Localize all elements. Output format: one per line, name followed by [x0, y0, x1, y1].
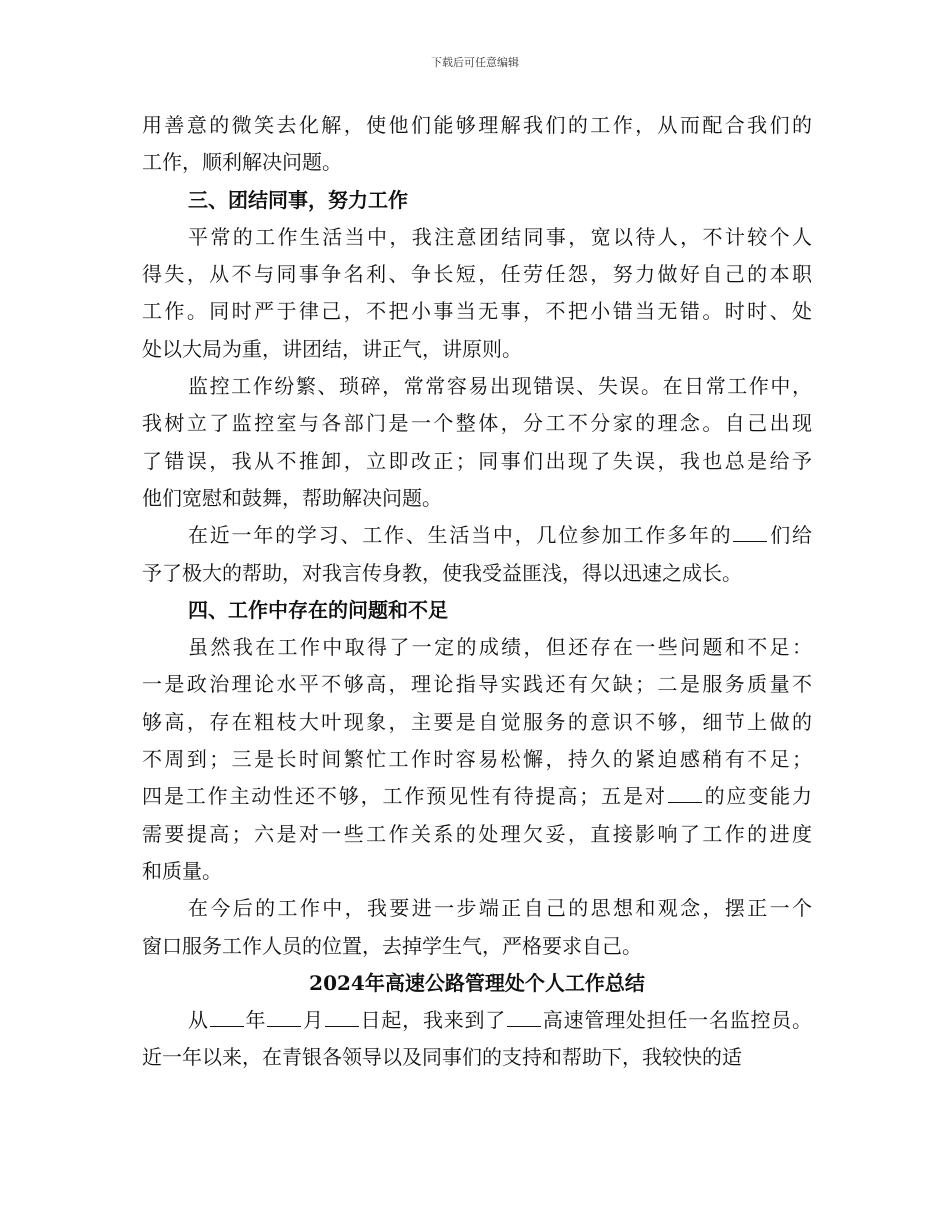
document-title — [142, 965, 812, 1002]
text-line — [142, 256, 812, 293]
text-run: 用善意的微笑去化解，使他们能够理解我们的工作，从而配合我们的 — [142, 113, 812, 137]
text-line — [142, 368, 812, 405]
text-run: 需要提高；六是对一些工作关系的处理欠妥，直接影响了工作的进度 — [142, 821, 812, 846]
text-run: 们给 — [768, 523, 813, 548]
text-line — [142, 1002, 812, 1039]
text-line — [142, 1039, 812, 1076]
text-line — [142, 778, 812, 815]
text-line — [142, 293, 812, 330]
text-run: 工作，顺利解决问题。 — [142, 150, 342, 175]
text-run: 他们宽慰和鼓舞，帮助解决问题。 — [142, 485, 442, 510]
text-line — [142, 517, 812, 554]
text-run: 不周到；三是长时间繁忙工作时容易松懈，持久的紧迫感稍有不足； — [142, 747, 812, 772]
text-line — [142, 853, 812, 890]
text-line — [142, 144, 812, 181]
text-run: 在近一年的学习、工作、生活当中，几位参加工作多年的 — [188, 523, 733, 548]
text-run: 予了极大的帮助，对我言传身教，使我受益匪浅，得以迅速之成长。 — [142, 560, 742, 585]
text-line — [142, 555, 812, 592]
text-run: 四是工作主动性还不够，工作预见性有待提高；五是对 — [142, 784, 667, 809]
document-body — [142, 107, 812, 1077]
text-run: 高速管理处担任一名监控员。 — [542, 1008, 813, 1033]
text-line — [142, 219, 812, 256]
fill-in-blank — [733, 525, 767, 542]
text-run: 我树立了监控室与各部门是一个整体，分工不分家的理念。自己出现 — [142, 411, 812, 436]
text-run: 监控工作纷繁、琐碎，常常容易出现错误、失误。在日常工作中， — [188, 374, 812, 399]
text-run: 一是政治理论水平不够高，理论指导实践还有欠缺；二是服务质量不 — [142, 672, 812, 697]
text-run: 从 — [188, 1008, 209, 1033]
text-run: 够高，存在粗枝大叶现象，主要是自觉服务的意识不够，细节上做的 — [142, 709, 812, 734]
text-run: 的应变能力 — [702, 784, 813, 809]
text-run: 四、工作中存在的问题和不足 — [188, 597, 448, 622]
text-line — [142, 405, 812, 442]
text-line — [142, 816, 812, 853]
text-run: 近一年以来，在青银各领导以及同事们的支持和帮助下，我较快的适 — [142, 1045, 742, 1070]
text-run: 得失，从不与同事争名利、争长短，任劳任怨，努力做好自己的本职 — [142, 262, 812, 287]
text-run: 在今后的工作中，我要进一步端正自己的思想和观念，摆正一个 — [188, 896, 812, 921]
fill-in-blank — [325, 1010, 359, 1027]
fill-in-blank — [668, 786, 702, 803]
text-run: 窗口服务工作人员的位置，去掉学生气，严格要求自己。 — [142, 933, 642, 958]
text-line — [142, 480, 812, 517]
text-line — [142, 928, 812, 965]
text-line — [142, 443, 812, 480]
text-line — [142, 890, 812, 927]
section-heading — [142, 592, 812, 629]
text-line — [142, 741, 812, 778]
text-line — [142, 107, 812, 144]
text-run: 月 — [302, 1008, 324, 1033]
text-line — [142, 629, 812, 666]
text-line — [142, 704, 812, 741]
text-line — [142, 666, 812, 703]
text-run: 了错误，我从不推卸，立即改正；同事们出现了失误，我也总是给予 — [142, 448, 812, 473]
text-run: 日起，我来到了 — [359, 1008, 507, 1033]
section-heading — [142, 182, 812, 219]
text-run: 年 — [244, 1008, 267, 1033]
fill-in-blank — [507, 1010, 541, 1027]
text-run: 工作。同时严于律己，不把小事当无事，不把小错当无错。时时、处 — [142, 299, 812, 324]
fill-in-blank — [210, 1010, 244, 1027]
fill-in-blank — [267, 1010, 301, 1027]
text-line — [142, 331, 812, 368]
text-run: 平常的工作生活当中，我注意团结同事，宽以待人，不计较个人 — [188, 224, 812, 249]
page-header: 下载后可任意编辑 — [431, 56, 519, 69]
text-run: 2024年高速公路管理处个人工作总结 — [309, 970, 645, 995]
text-run: 和质量。 — [142, 858, 222, 883]
text-run: 处以大局为重，讲团结，讲正气，讲原则。 — [142, 336, 522, 361]
text-run: 三、团结同事，努力工作 — [188, 187, 408, 212]
text-run: 虽然我在工作中取得了一定的成绩，但还存在一些问题和不足： — [188, 635, 812, 660]
